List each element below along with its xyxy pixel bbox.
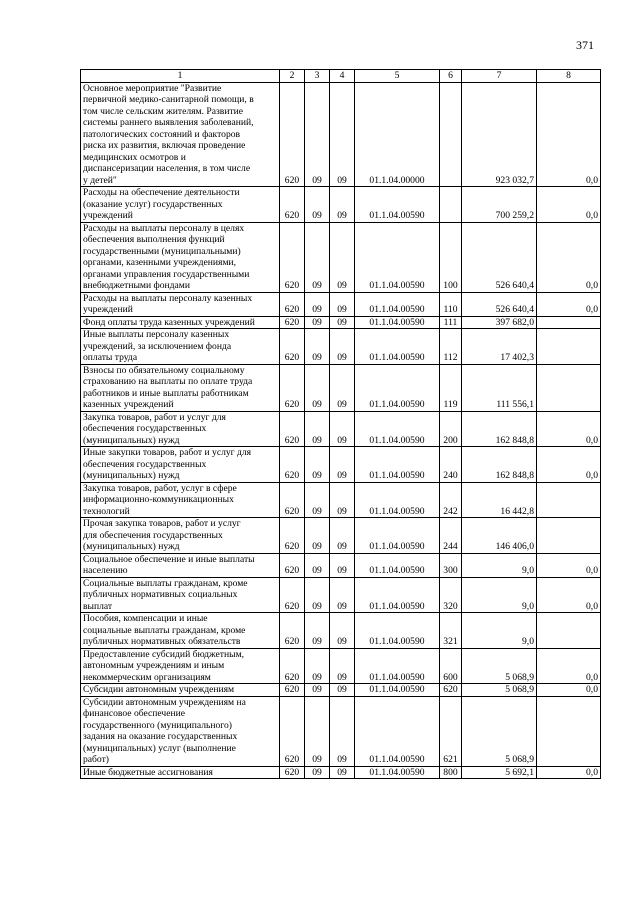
table-row — [81, 648, 601, 684]
expense-type-code: 200 — [440, 411, 462, 447]
table-row — [81, 316, 601, 329]
ministry-code: 620 — [280, 292, 305, 316]
table-row — [81, 292, 601, 316]
ministry-code: 620 — [280, 411, 305, 447]
ministry-code: 620 — [280, 518, 305, 554]
target-article-code: 01.1.04.00590 — [355, 577, 440, 613]
table-row — [81, 613, 601, 649]
subsection-code: 09 — [330, 696, 355, 766]
expense-type-code: 621 — [440, 696, 462, 766]
subsection-code: 09 — [330, 364, 355, 411]
table-row — [81, 766, 601, 779]
expense-name: Социальные выплаты гражданам, кроме публичных нормативных социальных выплат — [81, 577, 280, 613]
target-article-code: 01.1.04.00590 — [355, 648, 440, 684]
section-code: 09 — [305, 648, 330, 684]
ministry-code: 620 — [280, 222, 305, 292]
amount-value: 146 406,0 — [462, 518, 537, 554]
section-code: 09 — [305, 82, 330, 187]
amount-value-2: 0,0 — [537, 187, 601, 223]
amount-value: 162 848,8 — [462, 447, 537, 483]
target-article-code: 01.1.04.00590 — [355, 766, 440, 779]
section-code: 09 — [305, 329, 330, 365]
target-article-code: 01.1.04.00590 — [355, 187, 440, 223]
section-code: 09 — [305, 696, 330, 766]
expense-name: Расходы на выплаты персоналу в целях обеспечения выполнения функций государственными (муниципальными) органами, казенными учреждениями, органами управления государственными внебюджетными фондами — [81, 222, 280, 292]
subsection-code: 09 — [330, 518, 355, 554]
amount-value: 5 068,9 — [462, 684, 537, 697]
target-article-code: 01.1.04.00590 — [355, 222, 440, 292]
expense-name: Расходы на выплаты персоналу казенных учреждений — [81, 292, 280, 316]
ministry-code: 620 — [280, 82, 305, 187]
expense-type-code: 240 — [440, 447, 462, 483]
amount-value-2: 0,0 — [537, 411, 601, 447]
ministry-code: 620 — [280, 553, 305, 577]
table-row — [81, 187, 601, 223]
target-article-code: 01.1.04.00590 — [355, 696, 440, 766]
amount-value: 5 068,9 — [462, 696, 537, 766]
expense-type-code: 620 — [440, 684, 462, 697]
subsection-code: 09 — [330, 292, 355, 316]
expense-type-code: 800 — [440, 766, 462, 779]
ministry-code: 620 — [280, 364, 305, 411]
ministry-code: 620 — [280, 766, 305, 779]
amount-value-2 — [537, 613, 601, 649]
subsection-code: 09 — [330, 411, 355, 447]
target-article-code: 01.1.04.00590 — [355, 364, 440, 411]
target-article-code: 01.1.04.00590 — [355, 482, 440, 518]
expense-name: Социальное обеспечение и иные выплаты населению — [81, 553, 280, 577]
column-header: 1 — [81, 70, 280, 83]
table-row — [81, 447, 601, 483]
amount-value: 5 692,1 — [462, 766, 537, 779]
amount-value: 9,0 — [462, 553, 537, 577]
section-code: 09 — [305, 518, 330, 554]
section-code: 09 — [305, 364, 330, 411]
column-header: 4 — [330, 70, 355, 83]
target-article-code: 01.1.04.00590 — [355, 292, 440, 316]
expense-type-code: 321 — [440, 613, 462, 649]
table-row — [81, 696, 601, 766]
expense-name: Иные бюджетные ассигнования — [81, 766, 280, 779]
amount-value-2: 0,0 — [537, 577, 601, 613]
section-code: 09 — [305, 187, 330, 223]
expense-type-code: 119 — [440, 364, 462, 411]
target-article-code: 01.1.04.00000 — [355, 82, 440, 187]
table-row — [81, 553, 601, 577]
target-article-code: 01.1.04.00590 — [355, 411, 440, 447]
expense-type-code: 242 — [440, 482, 462, 518]
ministry-code: 620 — [280, 648, 305, 684]
expense-name: Иные выплаты персоналу казенных учреждений, за исключением фонда оплаты труда — [81, 329, 280, 365]
expense-type-code: 300 — [440, 553, 462, 577]
table-row — [81, 577, 601, 613]
expense-name: Основное мероприятие "Развитие первичной медико-санитарной помощи, в том числе сельским жителям. Развитие системы раннего выявления заболеваний, патологических состояний и факторов риска их развития, включая проведение медицинских осмотров и диспансеризации населения, в том числе у детей" — [81, 82, 280, 187]
amount-value-2: 0,0 — [537, 648, 601, 684]
amount-value-2 — [537, 316, 601, 329]
section-code: 09 — [305, 292, 330, 316]
table-row — [81, 222, 601, 292]
amount-value: 526 640,4 — [462, 222, 537, 292]
ministry-code: 620 — [280, 316, 305, 329]
section-code: 09 — [305, 613, 330, 649]
expense-name: Взносы по обязательному социальному страхованию на выплаты по оплате труда работников и иные выплаты работникам казенных учреждений — [81, 364, 280, 411]
section-code: 09 — [305, 316, 330, 329]
amount-value-2 — [537, 364, 601, 411]
expense-name: Предоставление субсидий бюджетным, автономным учреждениям и иным некоммерческим организациям — [81, 648, 280, 684]
subsection-code: 09 — [330, 684, 355, 697]
expense-type-code: 600 — [440, 648, 462, 684]
amount-value: 923 032,7 — [462, 82, 537, 187]
target-article-code: 01.1.04.00590 — [355, 553, 440, 577]
amount-value-2: 0,0 — [537, 766, 601, 779]
amount-value: 9,0 — [462, 613, 537, 649]
amount-value: 700 259,2 — [462, 187, 537, 223]
amount-value: 526 640,4 — [462, 292, 537, 316]
expense-type-code: 320 — [440, 577, 462, 613]
expense-name: Фонд оплаты труда казенных учреждений — [81, 316, 280, 329]
expense-name: Пособия, компенсации и иные социальные выплаты гражданам, кроме публичных нормативных обязательств — [81, 613, 280, 649]
amount-value-2 — [537, 482, 601, 518]
ministry-code: 620 — [280, 696, 305, 766]
ministry-code: 620 — [280, 684, 305, 697]
amount-value: 111 556,1 — [462, 364, 537, 411]
ministry-code: 620 — [280, 482, 305, 518]
amount-value-2 — [537, 696, 601, 766]
expense-name: Субсидии автономным учреждениям — [81, 684, 280, 697]
target-article-code: 01.1.04.00590 — [355, 684, 440, 697]
table-row — [81, 482, 601, 518]
amount-value-2: 0,0 — [537, 684, 601, 697]
table-row — [81, 518, 601, 554]
ministry-code: 620 — [280, 577, 305, 613]
column-header: 2 — [280, 70, 305, 83]
target-article-code: 01.1.04.00590 — [355, 518, 440, 554]
column-header: 5 — [355, 70, 440, 83]
target-article-code: 01.1.04.00590 — [355, 447, 440, 483]
subsection-code: 09 — [330, 82, 355, 187]
expense-type-code: 112 — [440, 329, 462, 365]
target-article-code: 01.1.04.00590 — [355, 316, 440, 329]
amount-value: 397 682,0 — [462, 316, 537, 329]
amount-value: 17 402,3 — [462, 329, 537, 365]
subsection-code: 09 — [330, 222, 355, 292]
amount-value-2: 0,0 — [537, 292, 601, 316]
ministry-code: 620 — [280, 447, 305, 483]
subsection-code: 09 — [330, 187, 355, 223]
column-header: 3 — [305, 70, 330, 83]
subsection-code: 09 — [330, 329, 355, 365]
table-row — [81, 82, 601, 187]
table-row — [81, 364, 601, 411]
table-row — [81, 684, 601, 697]
section-code: 09 — [305, 553, 330, 577]
subsection-code: 09 — [330, 316, 355, 329]
expense-name: Закупка товаров, работ и услуг для обеспечения государственных (муниципальных) нужд — [81, 411, 280, 447]
amount-value: 162 848,8 — [462, 411, 537, 447]
expense-name: Субсидии автономным учреждениям на финансовое обеспечение государственного (муниципального) задания на оказание государственных (муниципальных) услуг (выполнение работ) — [81, 696, 280, 766]
section-code: 09 — [305, 411, 330, 447]
expense-type-code: 110 — [440, 292, 462, 316]
expense-name: Закупка товаров, работ, услуг в сфере информационно-коммуникационных технологий — [81, 482, 280, 518]
subsection-code: 09 — [330, 447, 355, 483]
column-number-row — [81, 70, 601, 83]
amount-value: 16 442,8 — [462, 482, 537, 518]
amount-value-2: 0,0 — [537, 447, 601, 483]
ministry-code: 620 — [280, 329, 305, 365]
column-header: 7 — [462, 70, 537, 83]
section-code: 09 — [305, 684, 330, 697]
section-code: 09 — [305, 577, 330, 613]
expense-type-code — [440, 187, 462, 223]
subsection-code: 09 — [330, 648, 355, 684]
amount-value-2: 0,0 — [537, 553, 601, 577]
section-code: 09 — [305, 222, 330, 292]
subsection-code: 09 — [330, 613, 355, 649]
table-row — [81, 411, 601, 447]
page-number: 371 — [576, 38, 594, 52]
amount-value-2 — [537, 518, 601, 554]
amount-value-2 — [537, 329, 601, 365]
budget-table — [80, 69, 601, 779]
subsection-code: 09 — [330, 766, 355, 779]
target-article-code: 01.1.04.00590 — [355, 613, 440, 649]
table-row — [81, 329, 601, 365]
amount-value: 9,0 — [462, 577, 537, 613]
subsection-code: 09 — [330, 482, 355, 518]
column-header: 6 — [440, 70, 462, 83]
section-code: 09 — [305, 447, 330, 483]
expense-name: Иные закупки товаров, работ и услуг для обеспечения государственных (муниципальных) нужд — [81, 447, 280, 483]
expense-type-code: 244 — [440, 518, 462, 554]
amount-value: 5 068,9 — [462, 648, 537, 684]
expense-type-code: 111 — [440, 316, 462, 329]
subsection-code: 09 — [330, 553, 355, 577]
amount-value-2: 0,0 — [537, 222, 601, 292]
target-article-code: 01.1.04.00590 — [355, 329, 440, 365]
ministry-code: 620 — [280, 187, 305, 223]
subsection-code: 09 — [330, 577, 355, 613]
section-code: 09 — [305, 766, 330, 779]
amount-value-2: 0,0 — [537, 82, 601, 187]
expense-type-code — [440, 82, 462, 187]
column-header: 8 — [537, 70, 601, 83]
expense-name: Прочая закупка товаров, работ и услуг для обеспечения государственных (муниципальных) нужд — [81, 518, 280, 554]
expense-name: Расходы на обеспечение деятельности (оказание услуг) государственных учреждений — [81, 187, 280, 223]
section-code: 09 — [305, 482, 330, 518]
ministry-code: 620 — [280, 613, 305, 649]
expense-type-code: 100 — [440, 222, 462, 292]
